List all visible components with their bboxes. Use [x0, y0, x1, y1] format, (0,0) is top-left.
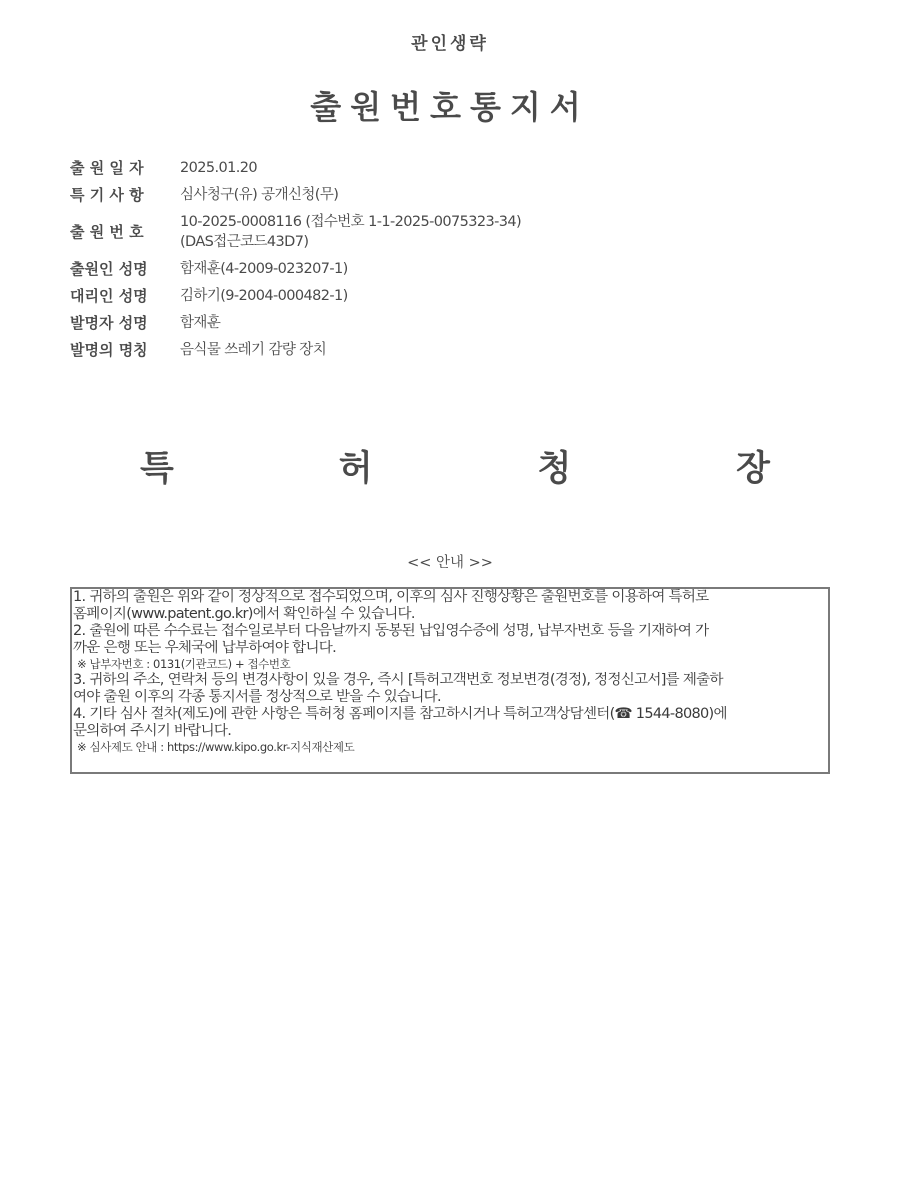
issuer-char: 특 — [140, 449, 174, 489]
info-value-group — [180, 212, 521, 252]
document-title: 출원번호통지서 — [310, 88, 590, 126]
notice-heading: << 안내 >> — [407, 555, 493, 571]
notice-line: 4. 기타 심사 절차(제도)에 관한 사항은 특허청 홈페이지를 참고하시거나 특허고객상담센터(☎ 1544-8080)에 — [73, 706, 727, 722]
issuer-signature — [140, 441, 770, 491]
info-value-das-code: (DAS접근코드43D7) — [180, 234, 309, 250]
info-row-special-notes — [70, 185, 830, 205]
notice-payer-number-note: ※ 납부자번호 : 0131(기관코드) + 접수번호 — [77, 657, 291, 671]
notice-line: 문의하여 주시기 바랍니다. — [73, 723, 232, 739]
info-value: 함재훈(4-2009-023207-1) — [180, 261, 348, 277]
info-label: 발명자 성명 — [70, 314, 148, 332]
notice-line: 2. 출원에 따른 수수료는 접수일로부터 다음날까지 동봉된 납입영수증에 성명, 납부자번호 등을 기재하여 가 — [73, 623, 709, 639]
notice-line: 3. 귀하의 주소, 연락처 등의 변경사항이 있을 경우, 즉시 [특허고객번호 정보변경(경정), 정정신고서]를 제출하 — [73, 672, 723, 688]
notice-line: 홈페이지(www.patent.go.kr)에서 확인하실 수 있습니다. — [73, 606, 415, 622]
info-value: 심사청구(유) 공개신청(무) — [180, 187, 339, 203]
issuer-char: 청 — [537, 449, 572, 489]
info-row-invention-title — [70, 340, 830, 360]
notice-line: 1. 귀하의 출원은 위와 같이 정상적으로 접수되었으며, 이후의 심사 진행상황은 출원번호를 이용하여 특허로 — [73, 589, 709, 605]
seal-omitted-label: 관인생략 — [411, 34, 489, 54]
info-row-agent — [70, 286, 830, 306]
info-label: 출 원 일 자 — [70, 159, 144, 177]
info-row-application-number — [70, 212, 830, 252]
notice-line: 여야 출원 이후의 각종 통지서를 정상적으로 받을 수 있습니다. — [73, 689, 441, 705]
info-value: 음식물 쓰레기 감량 장치 — [180, 342, 327, 358]
issuer-char: 허 — [338, 449, 373, 489]
info-row-applicant — [70, 259, 830, 279]
info-value: 10-2025-0008116 (접수번호 1-1-2025-0075323-34) — [180, 214, 522, 230]
info-value: 김하기(9-2004-000482-1) — [180, 288, 348, 304]
info-label: 대리인 성명 — [70, 287, 148, 305]
info-value: 2025.01.20 — [180, 160, 258, 176]
info-label: 발명의 명칭 — [70, 341, 148, 359]
notice-line: 까운 은행 또는 우체국에 납부하여야 합니다. — [73, 640, 336, 656]
info-label: 출 원 번 호 — [70, 223, 144, 241]
info-label: 특 기 사 항 — [70, 186, 144, 204]
notice-box — [70, 587, 830, 774]
info-row-filing-date — [70, 158, 830, 178]
info-label: 출원인 성명 — [70, 260, 148, 278]
notice-guide-note: ※ 심사제도 안내 : https://www.kipo.go.kr-지식재산제도 — [77, 740, 355, 754]
info-row-inventor — [70, 313, 830, 333]
application-info — [70, 158, 830, 367]
issuer-char: 장 — [736, 449, 770, 489]
info-value: 함재훈 — [180, 315, 221, 331]
